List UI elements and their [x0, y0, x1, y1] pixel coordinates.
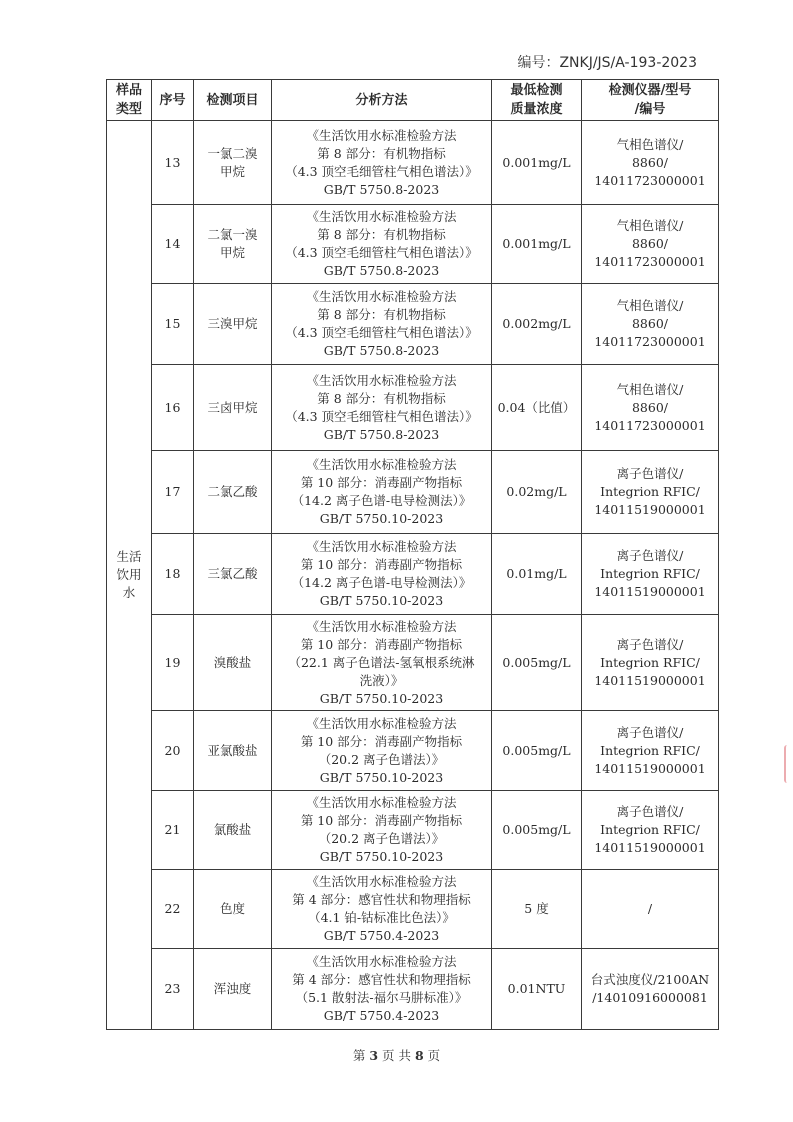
item-line: 一氯二溴: [207, 145, 258, 161]
instrument-line: 8860/: [631, 154, 669, 170]
method-line: GB/T 5750.8-2023: [323, 343, 440, 358]
item-line: 三氯乙酸: [207, 566, 258, 581]
method-line: 第 4 部分：感官性状和物理指标: [292, 892, 471, 907]
method-line: GB/T 5750.8-2023: [323, 181, 440, 197]
instrument-line: 8860/: [631, 316, 669, 331]
item-line: 二氯一溴: [207, 227, 258, 242]
method-line: （4.3 顶空毛细管柱气相色谱法）》: [285, 408, 478, 424]
instrument-line: Integrion RFIC/: [600, 654, 700, 670]
instrument-line: 离子色谱仪/: [616, 466, 684, 481]
item-line: 三溴甲烷: [207, 316, 258, 331]
item-line: 二氯乙酸: [207, 484, 258, 499]
method-line: GB/T 5750.10-2023: [319, 849, 444, 864]
method-line: 第 4 部分：感官性状和物理指标: [292, 972, 471, 987]
header-min-conc-line1: 最低检测: [510, 83, 563, 98]
instrument-cell: [582, 121, 719, 205]
table-row: [107, 949, 719, 1030]
item-line: 氯酸盐: [213, 822, 252, 837]
method-line: GB/T 5750.10-2023: [319, 593, 444, 608]
footer-suffix: 页: [423, 1048, 441, 1063]
instrument-line: 气相色谱仪/: [616, 218, 684, 233]
min-conc-cell: 0.001mg/L: [492, 121, 582, 205]
item-cell: [194, 615, 272, 711]
table-header-row: [107, 80, 719, 121]
table-row: [107, 451, 719, 534]
instrument-cell: [582, 791, 719, 870]
instrument-line: 14011519000001: [594, 672, 706, 688]
method-line: 第 8 部分：有机物指标: [317, 390, 446, 406]
seq-cell: 20: [152, 711, 194, 791]
item-cell: [194, 534, 272, 615]
method-line: 第 8 部分：有机物指标: [317, 227, 446, 242]
table-row: [107, 870, 719, 949]
total-pages: 8: [414, 1048, 424, 1063]
table-row: [107, 205, 719, 284]
instrument-cell: [582, 284, 719, 365]
item-line: 甲烷: [219, 245, 245, 260]
item-line: 色度: [219, 901, 245, 916]
instrument-line: Integrion RFIC/: [600, 742, 700, 758]
method-line: 第 10 部分：消毒副产物指标: [300, 733, 463, 749]
item-cell: [194, 870, 272, 949]
instrument-line: 离子色谱仪/: [616, 804, 684, 819]
instrument-line: 离子色谱仪/: [616, 724, 684, 740]
min-conc-cell: 0.001mg/L: [492, 205, 582, 284]
seq-cell: 21: [152, 791, 194, 870]
instrument-line: 14011723000001: [594, 254, 706, 269]
min-conc-cell: 0.04（比值）: [492, 365, 582, 451]
header-method: 分析方法: [272, 80, 492, 121]
header-instrument-line2: /编号: [634, 102, 666, 117]
instrument-line: 14011519000001: [594, 760, 706, 776]
table-row: [107, 121, 719, 205]
header-min-conc: [492, 80, 582, 121]
seq-cell: 13: [152, 121, 194, 205]
header-sample-type-line2: 类型: [115, 102, 142, 117]
method-line: GB/T 5750.10-2023: [319, 511, 444, 526]
instrument-line: 14011519000001: [594, 584, 706, 599]
method-line: GB/T 5750.4-2023: [323, 1008, 440, 1023]
table-row: [107, 534, 719, 615]
method-line: （4.1 铂-钴标准比色法）》: [308, 910, 455, 925]
item-line: 三卤甲烷: [207, 399, 258, 415]
instrument-line: 14011519000001: [594, 502, 706, 517]
sample-category-cell: [107, 121, 152, 1030]
instrument-cell: [582, 870, 719, 949]
header-sample-type: [107, 80, 152, 121]
item-line: 溴酸盐: [213, 654, 252, 670]
seq-cell: 19: [152, 615, 194, 711]
instrument-cell: [582, 949, 719, 1030]
method-line: 《生活饮用水标准检验方法: [306, 715, 457, 731]
method-line: 第 10 部分：消毒副产物指标: [300, 636, 463, 652]
method-line: （20.2 离子色谱法）》: [318, 751, 445, 767]
method-line: 《生活饮用水标准检验方法: [306, 954, 457, 969]
item-cell: [194, 365, 272, 451]
method-line: （4.3 顶空毛细管柱气相色谱法）》: [285, 325, 478, 340]
instrument-cell: [582, 365, 719, 451]
item-line: 亚氯酸盐: [207, 742, 258, 758]
instrument-line: 14011519000001: [594, 840, 706, 855]
document-number: 编号：ZNKJ/JS/A-193-2023: [517, 55, 697, 71]
instrument-line: 离子色谱仪/: [616, 636, 684, 652]
current-page: 3: [369, 1048, 379, 1063]
method-line: （5.1 散射法-福尔马肼标准）》: [295, 990, 468, 1005]
method-line: GB/T 5750.8-2023: [323, 263, 440, 278]
instrument-line: 8860/: [631, 236, 669, 251]
test-method-table: [106, 79, 719, 1030]
method-line: 《生活饮用水标准检验方法: [306, 539, 457, 554]
min-conc-cell: 0.01mg/L: [492, 534, 582, 615]
instrument-line: 8860/: [631, 399, 669, 415]
method-cell: [272, 205, 492, 284]
instrument-line: Integrion RFIC/: [600, 484, 700, 499]
method-line: 第 10 部分：消毒副产物指标: [300, 475, 463, 490]
method-line: 《生活饮用水标准检验方法: [306, 209, 457, 224]
header-instrument: [582, 80, 719, 121]
method-cell: [272, 284, 492, 365]
sample-category-line: 饮用: [116, 567, 142, 582]
sample-category-line: 水: [122, 585, 136, 600]
seal-edge-mark: [784, 745, 792, 783]
instrument-line: Integrion RFIC/: [600, 822, 700, 837]
min-conc-cell: 0.005mg/L: [492, 791, 582, 870]
item-line: 甲烷: [219, 163, 245, 179]
instrument-line: 14011723000001: [594, 334, 706, 349]
method-line: （14.2 离子色谱-电导检测法）》: [291, 493, 472, 508]
instrument-cell: [582, 451, 719, 534]
table-row: [107, 791, 719, 870]
method-cell: [272, 711, 492, 791]
item-cell: [194, 949, 272, 1030]
method-line: 第 10 部分：消毒副产物指标: [300, 557, 463, 572]
item-cell: [194, 284, 272, 365]
header-item: 检测项目: [194, 80, 272, 121]
header-min-conc-line2: 质量浓度: [510, 102, 563, 117]
table-row: [107, 284, 719, 365]
method-line: 《生活饮用水标准检验方法: [306, 127, 457, 143]
method-line: （22.1 离子色谱法-氢氧根系统淋: [288, 654, 475, 670]
instrument-line: 气相色谱仪/: [616, 136, 684, 152]
header-seq: 序号: [152, 80, 194, 121]
seq-cell: 22: [152, 870, 194, 949]
header-sample-type-line1: 样品: [115, 83, 142, 98]
method-line: 《生活饮用水标准检验方法: [306, 372, 457, 388]
method-line: （4.3 顶空毛细管柱气相色谱法）》: [285, 163, 478, 179]
seq-cell: 18: [152, 534, 194, 615]
instrument-line: 台式浊度仪/2100AN: [590, 972, 710, 987]
seq-cell: 17: [152, 451, 194, 534]
method-line: 《生活饮用水标准检验方法: [306, 874, 457, 889]
instrument-line: Integrion RFIC/: [600, 566, 700, 581]
instrument-cell: [582, 615, 719, 711]
seq-cell: 14: [152, 205, 194, 284]
item-line: 浑浊度: [213, 981, 252, 996]
method-cell: [272, 451, 492, 534]
seq-cell: 16: [152, 365, 194, 451]
min-conc-cell: 0.01NTU: [492, 949, 582, 1030]
table-row: [107, 615, 719, 711]
min-conc-cell: 0.002mg/L: [492, 284, 582, 365]
item-cell: [194, 711, 272, 791]
page-footer: [0, 1046, 793, 1064]
method-line: GB/T 5750.10-2023: [319, 769, 444, 785]
sample-category-line: 生活: [116, 549, 142, 564]
instrument-line: 14011723000001: [594, 417, 706, 433]
method-cell: [272, 121, 492, 205]
seq-cell: 23: [152, 949, 194, 1030]
min-conc-cell: 5 度: [492, 870, 582, 949]
method-cell: [272, 791, 492, 870]
method-cell: [272, 534, 492, 615]
method-line: （20.2 离子色谱法）》: [318, 831, 445, 846]
method-cell: [272, 870, 492, 949]
method-line: （4.3 顶空毛细管柱气相色谱法）》: [285, 245, 478, 260]
footer-middle: 页 共: [378, 1048, 415, 1063]
instrument-cell: [582, 711, 719, 791]
method-line: GB/T 5750.10-2023: [319, 690, 444, 706]
method-line: 第 8 部分：有机物指标: [317, 145, 446, 161]
item-cell: [194, 791, 272, 870]
instrument-line: 气相色谱仪/: [616, 381, 684, 397]
table-row: [107, 365, 719, 451]
instrument-line: 14011723000001: [594, 172, 706, 188]
method-line: GB/T 5750.4-2023: [323, 928, 440, 943]
method-line: 第 10 部分：消毒副产物指标: [300, 813, 463, 828]
method-cell: [272, 615, 492, 711]
instrument-cell: [582, 205, 719, 284]
min-conc-cell: 0.005mg/L: [492, 615, 582, 711]
instrument-line: 气相色谱仪/: [616, 298, 684, 313]
instrument-line: /: [647, 901, 653, 916]
method-line: 《生活饮用水标准检验方法: [306, 289, 457, 304]
instrument-line: 离子色谱仪/: [616, 548, 684, 563]
instrument-cell: [582, 534, 719, 615]
method-line: 第 8 部分：有机物指标: [317, 307, 446, 322]
method-cell: [272, 365, 492, 451]
min-conc-cell: 0.02mg/L: [492, 451, 582, 534]
item-cell: [194, 205, 272, 284]
seq-cell: 15: [152, 284, 194, 365]
method-cell: [272, 949, 492, 1030]
method-line: 《生活饮用水标准检验方法: [306, 618, 457, 634]
method-line: 洗液）》: [359, 672, 404, 688]
table-row: [107, 711, 719, 791]
method-line: （14.2 离子色谱-电导检测法）》: [291, 575, 472, 590]
instrument-line: /14010916000081: [592, 990, 708, 1005]
min-conc-cell: 0.005mg/L: [492, 711, 582, 791]
footer-prefix: 第: [352, 1048, 370, 1063]
method-line: GB/T 5750.8-2023: [323, 426, 440, 442]
item-cell: [194, 121, 272, 205]
item-cell: [194, 451, 272, 534]
header-instrument-line1: 检测仪器/型号: [608, 83, 692, 98]
method-line: 《生活饮用水标准检验方法: [306, 795, 457, 810]
method-line: 《生活饮用水标准检验方法: [306, 457, 457, 472]
